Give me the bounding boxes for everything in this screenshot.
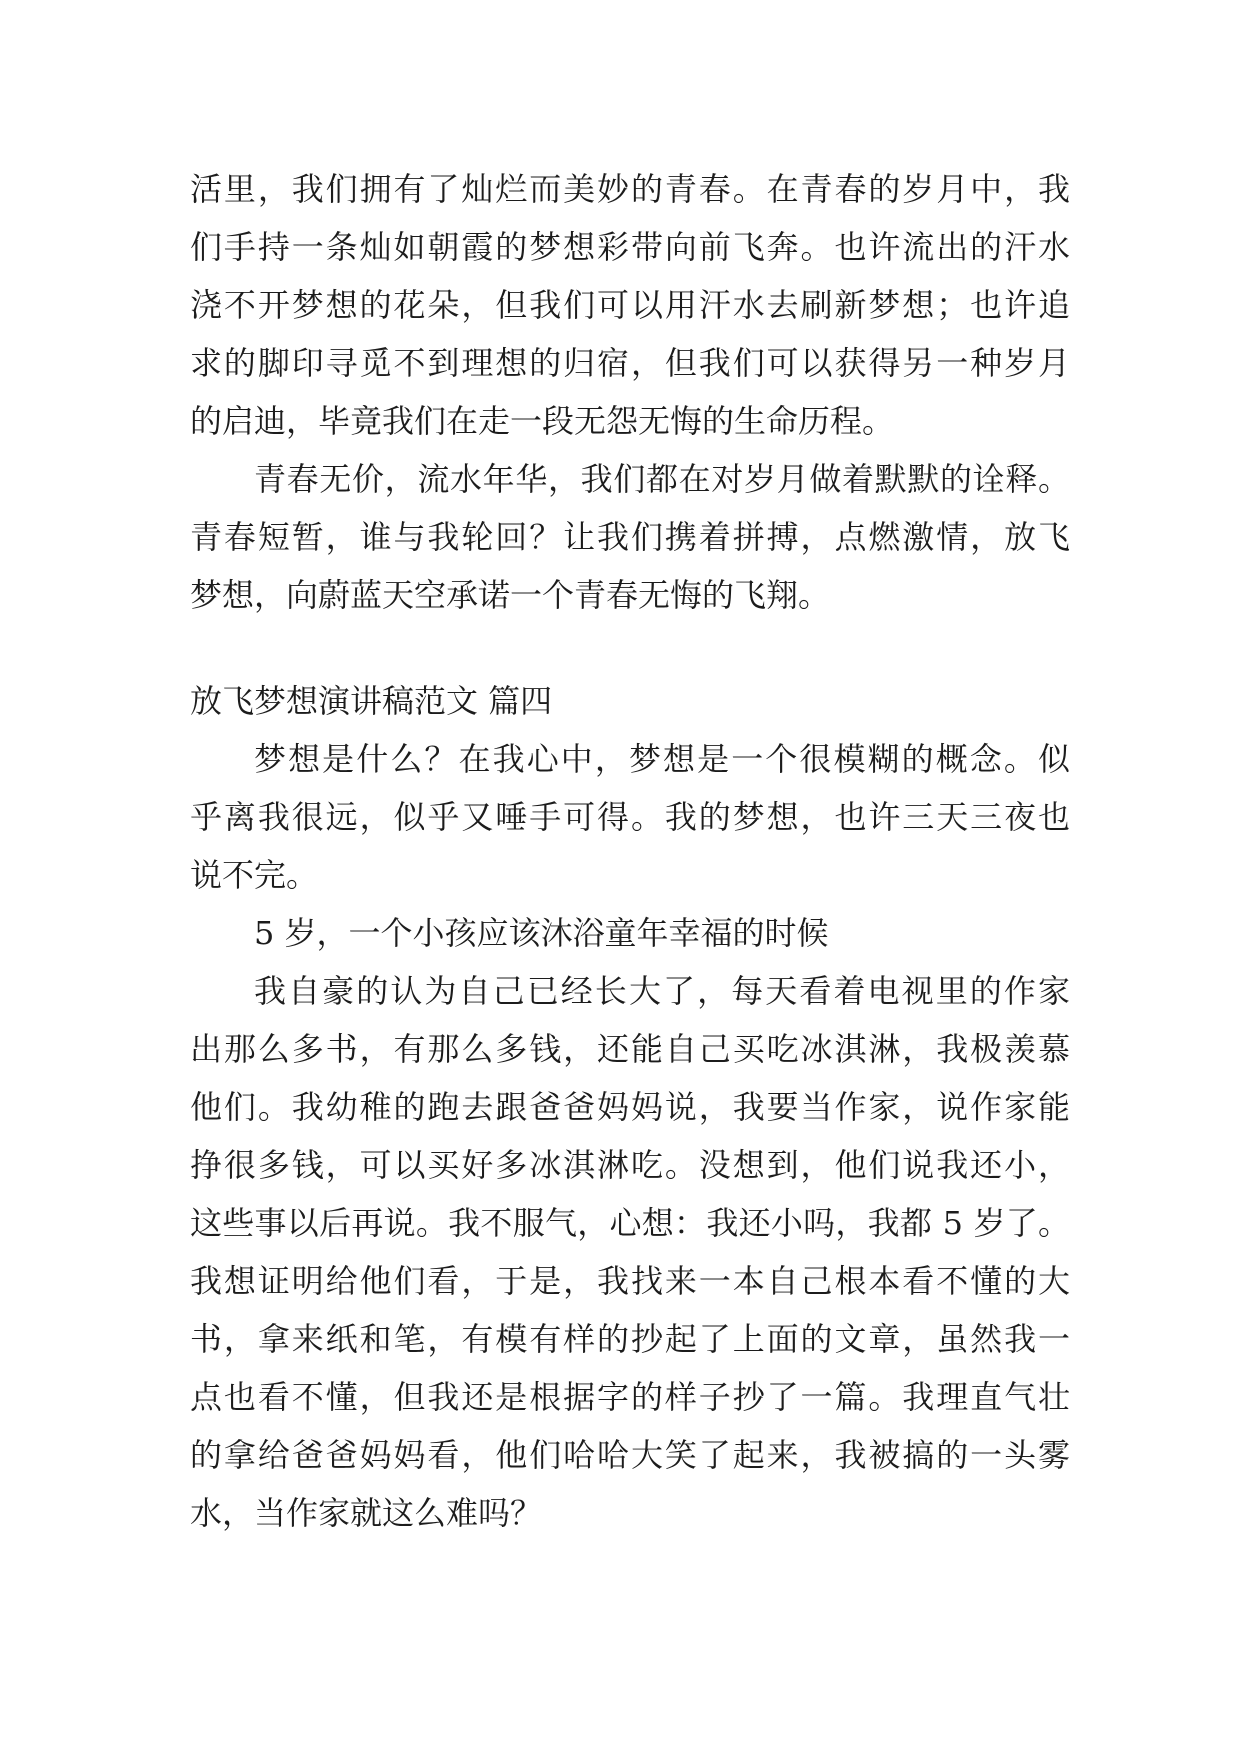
- text-line: 梦想是什么？在我心中，梦想是一个很模糊的概念。似: [254, 740, 1070, 778]
- text-line: 求的脚印寻觅不到理想的归宿，但我们可以获得另一种岁月: [190, 344, 1070, 382]
- paragraph: [190, 962, 1070, 1542]
- paragraph: [190, 904, 1070, 962]
- text-line: 们手持一条灿如朝霞的梦想彩带向前飞奔。也许流出的汗水: [190, 228, 1070, 266]
- text-line: 我想证明给他们看，于是，我找来一本自己根本看不懂的大: [190, 1262, 1070, 1300]
- text-line: 青春短暂，谁与我轮回？让我们携着拼搏，点燃激情，放飞: [190, 518, 1070, 556]
- paragraph: [190, 450, 1070, 624]
- text-line: 点也看不懂，但我还是根据字的样子抄了一篇。我理直气壮: [190, 1378, 1070, 1416]
- text-line: 我自豪的认为自己已经长大了，每天看着电视里的作家: [254, 972, 1070, 1010]
- section-spacer: [190, 624, 1070, 672]
- text-line: 书，拿来纸和笔，有模有样的抄起了上面的文章，虽然我一: [190, 1320, 1070, 1358]
- paragraph: [190, 160, 1070, 450]
- paragraph: [190, 730, 1070, 904]
- text-line: 说不完。: [190, 856, 319, 894]
- text-line: 活里，我们拥有了灿烂而美妙的青春。在青春的岁月中，我: [190, 170, 1070, 208]
- text-line: 青春无价，流水年华，我们都在对岁月做着默默的诠释。: [254, 460, 1070, 498]
- text-line: 梦想，向蔚蓝天空承诺一个青春无悔的飞翔。: [190, 576, 831, 614]
- text-line: 的拿给爸爸妈妈看，他们哈哈大笑了起来，我被搞的一头雾: [190, 1436, 1070, 1474]
- text-line: 5 岁，一个小孩应该沐浴童年幸福的时候: [254, 914, 829, 952]
- text-line: 浇不开梦想的花朵，但我们可以用汗水去刷新梦想；也许追: [190, 286, 1070, 324]
- text-line: 这些事以后再说。我不服气，心想：我还小吗，我都 5 岁了。: [190, 1204, 1070, 1242]
- text-line: 乎离我很远，似乎又唾手可得。我的梦想，也许三天三夜也: [190, 798, 1070, 836]
- document-page: [190, 160, 1070, 1542]
- text-line: 挣很多钱，可以买好多冰淇淋吃。没想到，他们说我还小，: [190, 1146, 1070, 1184]
- text-line: 水，当作家就这么难吗？: [190, 1494, 543, 1532]
- text-line: 他们。我幼稚的跑去跟爸爸妈妈说，我要当作家，说作家能: [190, 1088, 1070, 1126]
- section-heading: 放飞梦想演讲稿范文 篇四: [190, 682, 553, 720]
- text-line: 出那么多书，有那么多钱，还能自己买吃冰淇淋，我极羡慕: [190, 1030, 1070, 1068]
- text-line: 的启迪，毕竟我们在走一段无怨无悔的生命历程。: [190, 402, 895, 440]
